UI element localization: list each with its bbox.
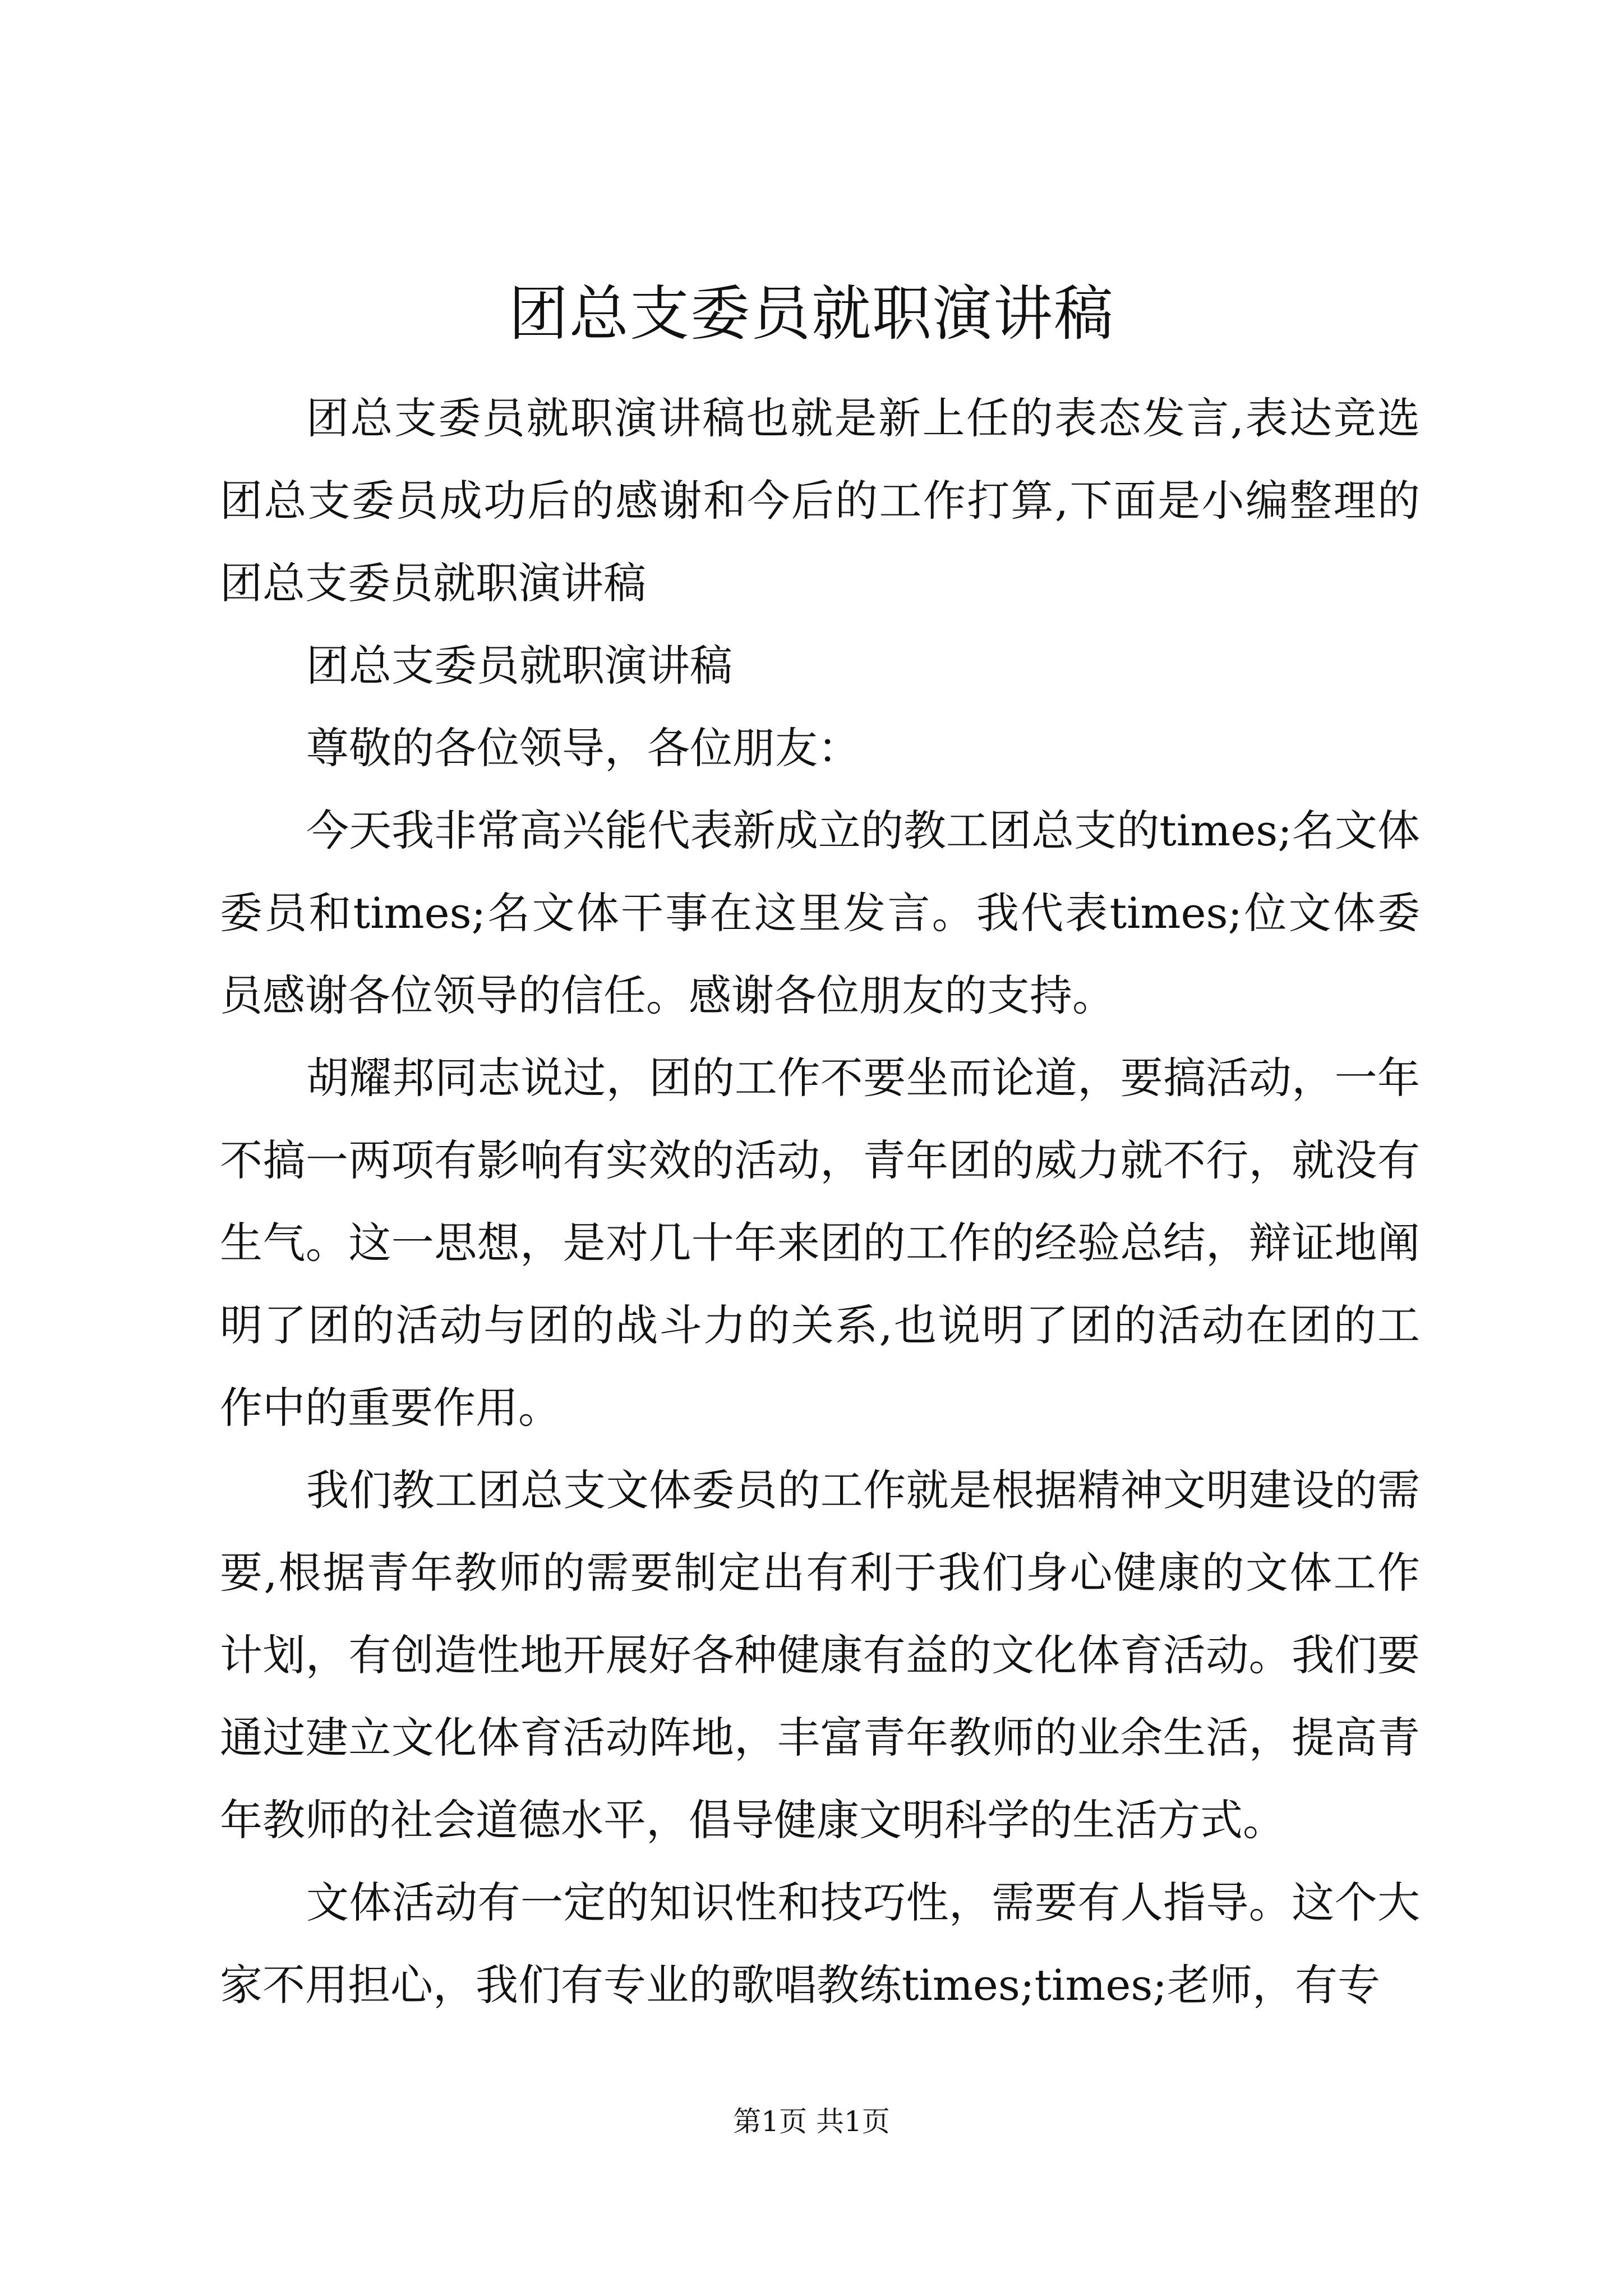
paragraph-salutation: 尊敬的各位领导，各位朋友： [306,723,860,773]
paragraph-intro: 团总支委员就职演讲稿也就是新上任的表态发言,表达竞选团总支委员成功后的感谢和今后的工作打算,下面是小编整理的团总支委员就职演讲稿 [220,393,1420,608]
paragraph-quote: 胡耀邦同志说过，团的工作不要坐而论道，要搞活动，一年不搞一两项有影响有实效的活动，青年团的威力就不行，就没有生气。这一思想，是对几十年来团的工作的经验总结，辩证地阐明了团的活动与团的战斗力的关系,也说明了团的活动在团的工作中的重要作用。 [220,1053,1420,1433]
document-body [220,377,1420,2026]
paragraph-thanks: 今天我非常高兴能代表新成立的教工团总支的times;名文体委员和times;名文体干事在这里发言。我代表times;位文体委员感谢各位领导的信任。感谢各位朋友的支持。 [220,806,1420,1020]
paragraph-subtitle: 团总支委员就职演讲稿 [306,641,732,691]
paragraph-duties: 我们教工团总支文体委员的工作就是根据精神文明建设的需要,根据青年教师的需要制定出有利于我们身心健康的文体工作计划，有创造性地开展好各种健康有益的文化体育活动。我们要通过建立文化体育活动阵地，丰富青年教师的业余生活，提高青年教师的社会道德水平，倡导健康文明科学的生活方式。 [220,1465,1420,1845]
document-title: 团总支委员就职演讲稿 [509,279,1114,348]
paragraph-guidance: 文体活动有一定的知识性和技巧性，需要有人指导。这个大家不用担心，我们有专业的歌唱教练times;times;老师，有专 [220,1878,1420,2010]
page-footer: 第1页 共1页 [733,2105,890,2138]
